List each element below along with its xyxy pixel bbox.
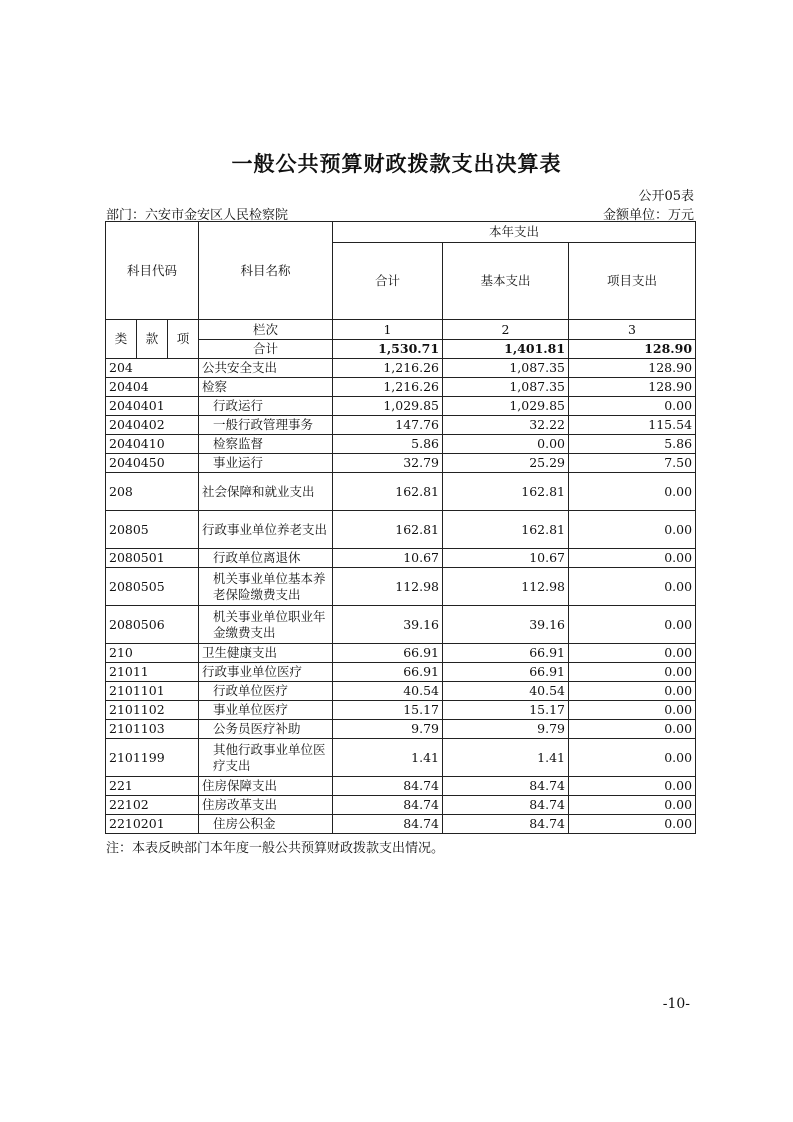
row-project: 0.00 [569,606,696,644]
row-total: 40.54 [333,682,443,701]
row-total: 39.16 [333,606,443,644]
table-row [106,416,696,435]
row-project: 0.00 [569,511,696,549]
row-basic: 32.22 [443,416,569,435]
table-row [106,511,696,549]
row-total: 9.79 [333,720,443,739]
row-basic: 40.54 [443,682,569,701]
row-code: 208 [106,473,199,511]
row-code: 221 [106,777,199,796]
row-code: 2040410 [106,435,199,454]
row-name: 卫生健康支出 [199,644,333,663]
row-name: 一般行政管理事务 [199,416,333,435]
table-row [106,720,696,739]
row-name: 检察监督 [199,435,333,454]
header-kuan: 款 [137,320,168,359]
row-total: 84.74 [333,777,443,796]
row-name: 行政事业单位养老支出 [199,511,333,549]
row-name: 公共安全支出 [199,359,333,378]
row-project: 128.90 [569,359,696,378]
row-total: 147.76 [333,416,443,435]
header-code: 科目代码 [106,222,199,320]
header-project: 项目支出 [569,243,696,320]
row-total: 1,216.26 [333,359,443,378]
header-col1: 1 [333,320,443,340]
row-name: 住房改革支出 [199,796,333,815]
page-title: 一般公共预算财政拨款支出决算表 [231,152,562,176]
row-total: 162.81 [333,511,443,549]
summary-project: 128.90 [569,340,696,359]
row-total: 162.81 [333,473,443,511]
page-number: -10- [662,996,690,1012]
table-row [106,435,696,454]
row-total: 15.17 [333,701,443,720]
row-code: 2101101 [106,682,199,701]
table-row [106,644,696,663]
table-row [106,663,696,682]
row-name: 机关事业单位职业年金缴费支出 [199,606,333,644]
header-lei: 类 [106,320,137,359]
row-name: 检察 [199,378,333,397]
table-row [106,397,696,416]
table-row [106,701,696,720]
row-name: 公务员医疗补助 [199,720,333,739]
row-code: 204 [106,359,199,378]
table-row [106,473,696,511]
row-basic: 84.74 [443,777,569,796]
header-xiang: 项 [168,320,199,359]
row-basic: 25.29 [443,454,569,473]
row-code: 2101102 [106,701,199,720]
row-code: 20805 [106,511,199,549]
row-name: 其他行政事业单位医疗支出 [199,739,333,777]
row-project: 0.00 [569,720,696,739]
table-row [106,739,696,777]
row-name: 行政运行 [199,397,333,416]
row-basic: 66.91 [443,663,569,682]
row-name: 事业单位医疗 [199,701,333,720]
row-code: 2101199 [106,739,199,777]
row-project: 0.00 [569,663,696,682]
form-number: 公开05表 [638,189,694,204]
row-total: 84.74 [333,815,443,834]
row-basic: 1,087.35 [443,378,569,397]
row-project: 0.00 [569,701,696,720]
row-total: 32.79 [333,454,443,473]
row-project: 0.00 [569,682,696,701]
header-this-year: 本年支出 [333,222,696,243]
row-total: 1.41 [333,739,443,777]
row-basic: 1,029.85 [443,397,569,416]
row-total: 112.98 [333,568,443,606]
row-name: 行政单位医疗 [199,682,333,701]
row-code: 22102 [106,796,199,815]
table-row [106,378,696,397]
row-basic: 66.91 [443,644,569,663]
table-note: 注：本表反映部门本年度一般公共预算财政拨款支出情况。 [106,841,445,856]
row-basic: 0.00 [443,435,569,454]
amount-unit-label: 金额单位：万元 [602,208,694,223]
row-basic: 9.79 [443,720,569,739]
row-basic: 162.81 [443,473,569,511]
row-basic: 84.74 [443,796,569,815]
table-row [106,796,696,815]
row-basic: 112.98 [443,568,569,606]
row-name: 住房公积金 [199,815,333,834]
row-code: 2210201 [106,815,199,834]
row-name: 行政单位离退休 [199,549,333,568]
row-project: 0.00 [569,549,696,568]
header-column-no: 栏次 [199,320,333,340]
row-code: 2080505 [106,568,199,606]
header-col3: 3 [569,320,696,340]
row-project: 7.50 [569,454,696,473]
row-code: 2080506 [106,606,199,644]
row-name: 社会保障和就业支出 [199,473,333,511]
row-name: 事业运行 [199,454,333,473]
table-row [106,454,696,473]
row-basic: 84.74 [443,815,569,834]
header-col2: 2 [443,320,569,340]
row-total: 1,216.26 [333,378,443,397]
summary-label: 合计 [199,340,333,359]
row-total: 84.74 [333,796,443,815]
expenditure-table [105,221,696,834]
table-row [106,568,696,606]
row-total: 66.91 [333,663,443,682]
row-project: 5.86 [569,435,696,454]
row-total: 5.86 [333,435,443,454]
header-name: 科目名称 [199,222,333,320]
row-code: 2040402 [106,416,199,435]
table-row [106,682,696,701]
row-name: 机关事业单位基本养老保险缴费支出 [199,568,333,606]
row-basic: 39.16 [443,606,569,644]
row-project: 115.54 [569,416,696,435]
row-code: 2040450 [106,454,199,473]
row-code: 210 [106,644,199,663]
row-code: 20404 [106,378,199,397]
row-basic: 1.41 [443,739,569,777]
row-project: 0.00 [569,796,696,815]
row-name: 行政事业单位医疗 [199,663,333,682]
row-project: 0.00 [569,777,696,796]
row-project: 0.00 [569,739,696,777]
table-row [106,359,696,378]
department-label: 部门：六安市金安区人民检察院 [106,208,289,223]
table-row [106,606,696,644]
row-total: 10.67 [333,549,443,568]
table-row [106,815,696,834]
row-code: 21011 [106,663,199,682]
table-row [106,777,696,796]
row-project: 0.00 [569,473,696,511]
row-basic: 10.67 [443,549,569,568]
row-project: 0.00 [569,397,696,416]
header-total: 合计 [333,243,443,320]
row-name: 住房保障支出 [199,777,333,796]
row-total: 1,029.85 [333,397,443,416]
row-total: 66.91 [333,644,443,663]
row-project: 0.00 [569,568,696,606]
row-basic: 15.17 [443,701,569,720]
row-project: 0.00 [569,815,696,834]
row-basic: 162.81 [443,511,569,549]
table-row [106,549,696,568]
row-code: 2101103 [106,720,199,739]
row-project: 0.00 [569,644,696,663]
row-basic: 1,087.35 [443,359,569,378]
row-code: 2040401 [106,397,199,416]
summary-total: 1,530.71 [333,340,443,359]
header-basic: 基本支出 [443,243,569,320]
summary-basic: 1,401.81 [443,340,569,359]
row-project: 128.90 [569,378,696,397]
row-code: 2080501 [106,549,199,568]
